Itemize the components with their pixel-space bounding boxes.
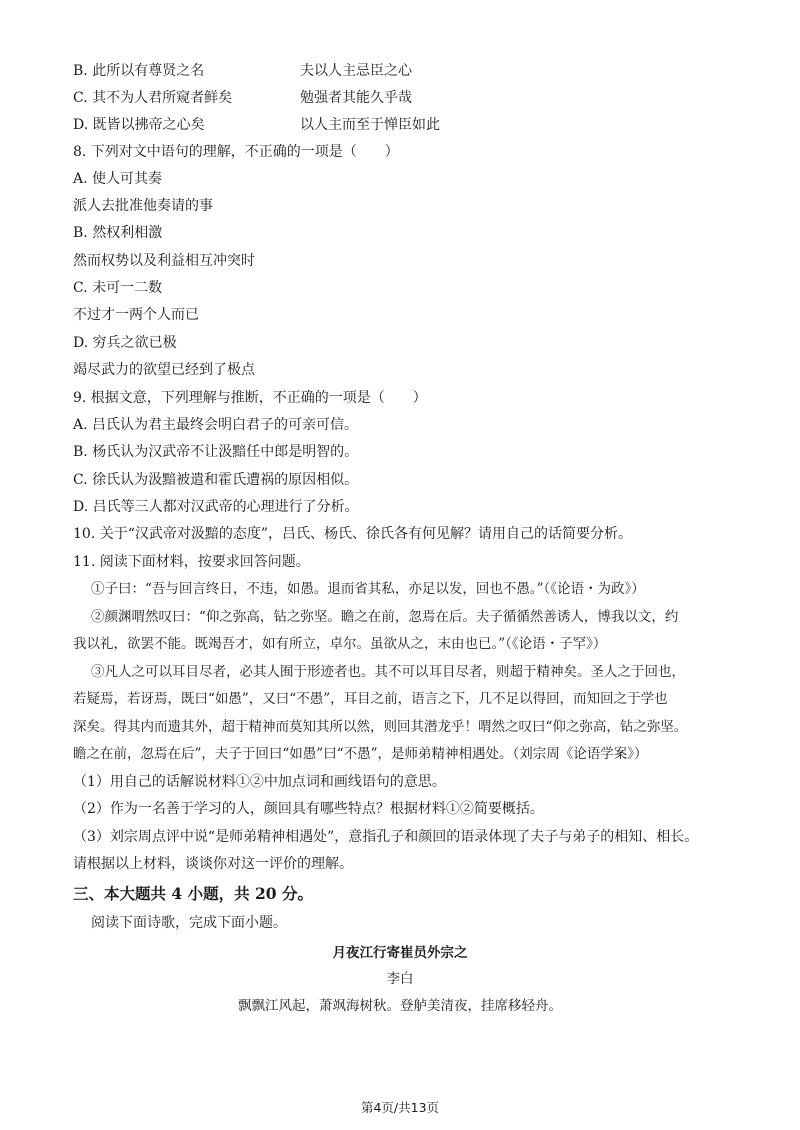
- q8-option: B. 然权利相激: [73, 225, 163, 241]
- material-line: 瞻之在前，忽焉在后”，夫子于回曰“如愚”曰“不愚”，是师弟精神相遇处。（刘宗周《论语学案》）: [73, 746, 648, 762]
- poem-line: 飘飘江风起，萧飒海树秋。登舻美清夜，挂席移轻舟。: [238, 998, 562, 1014]
- option-text: D. 既皆以拂帝之心矣: [73, 117, 205, 133]
- section-heading: 三、本大题共 4 小题，共 20 分。: [73, 884, 313, 903]
- option-text: 勉强者其能久乎哉: [300, 90, 412, 106]
- sub-question: 请根据以上材料，谈谈你对这一评价的理解。: [73, 856, 353, 872]
- material-line: ①子曰：“吾与回言终日，不违，如愚。退而省其私，亦足以发，回也不愚。”（《论语・为政》）: [91, 581, 645, 597]
- q8-option-explanation: 然而权势以及利益相互冲突时: [73, 253, 255, 269]
- sub-question: （2）作为一名善于学习的人，颜回具有哪些特点？根据材料①②简要概括。: [73, 801, 544, 817]
- q8-option: D. 穷兵之欲已极: [73, 335, 177, 351]
- q8-option-explanation: 不过才一两个人而已: [73, 307, 199, 323]
- question-11-stem: 11. 阅读下面材料，按要求回答问题。: [73, 554, 310, 570]
- q9-option: A. 吕氏认为君主最终会明白君子的可亲可信。: [73, 417, 359, 433]
- option-text: B. 此所以有尊贤之名: [73, 63, 205, 79]
- option-row-b: [73, 62, 733, 80]
- material-line: 深矣。得其内而遗其外，超于精神而莫知其所以然，则回其潜龙乎！喟然之叹曰“仰之弥高，钻之弥坚。: [73, 719, 688, 735]
- option-text: 以人主而至于惮臣如此: [300, 117, 440, 133]
- material-line: 若疑焉，若讶焉，既曰“如愚”，又曰“不愚”，耳目之前，语言之下，几不足以得回，而知回之于学也: [73, 691, 668, 707]
- question-9-stem: 9. 根据文意，下列理解与推断，不正确的一项是（ ）: [73, 390, 427, 406]
- material-line: 我以礼，欲罢不能。既竭吾才，如有所立，卓尔。虽欲从之，末由也已。”（《论语・子罕》）: [73, 636, 607, 652]
- sub-question: （1）用自己的话解说材料①②中加点词和画线语句的意思。: [73, 774, 446, 790]
- option-text: C. 其不为人君所窥者鲜矣: [73, 90, 233, 106]
- material-line: ③凡人之可以耳目尽者，必其人囿于形迹者也。其不可以耳目尽者，则超于精神矣。圣人之于回也，: [91, 664, 685, 680]
- question-8-stem: 8. 下列对文中语句的理解，不正确的一项是（ ）: [73, 144, 399, 160]
- q8-option-explanation: 竭尽武力的欲望已经到了极点: [73, 362, 255, 378]
- q8-option: A. 使人可其奏: [73, 171, 163, 187]
- poem-title: 月夜江行寄崔员外宗之: [332, 945, 468, 961]
- poem-author: 李白: [386, 971, 414, 987]
- q8-option: C. 未可一二数: [73, 280, 163, 296]
- q9-option: C. 徐氏认为汲黯被遣和霍氏遭祸的原因相似。: [73, 472, 359, 488]
- material-line: ②颜渊喟然叹曰：“仰之弥高，钻之弥坚。瞻之在前，忽焉在后。夫子循循然善诱人，博我以文，约: [91, 609, 679, 625]
- page-number: 第4页/共13页: [360, 1100, 440, 1115]
- q9-option: B. 杨氏认为汉武帝不让汲黯任中郎是明智的。: [73, 444, 359, 460]
- option-text: 夫以人主忌臣之心: [300, 63, 412, 79]
- q8-option-explanation: 派人去批准他奏请的事: [73, 198, 213, 214]
- q9-option: D. 吕氏等三人都对汉武帝的心理进行了分析。: [73, 499, 359, 515]
- option-row-d: [73, 116, 733, 134]
- question-10: 10. 关于“汉武帝对汲黯的态度”，吕氏、杨氏、徐氏各有何见解？请用自己的话简要分析。: [73, 526, 633, 542]
- option-row-c: [73, 89, 733, 107]
- section-instruction: 阅读下面诗歌，完成下面小题。: [91, 915, 287, 931]
- sub-question: （3）刘宗周点评中说“是师弟精神相遇处”，意指孔子和颜回的语录体现了夫子与弟子的相知、相长。: [73, 829, 699, 845]
